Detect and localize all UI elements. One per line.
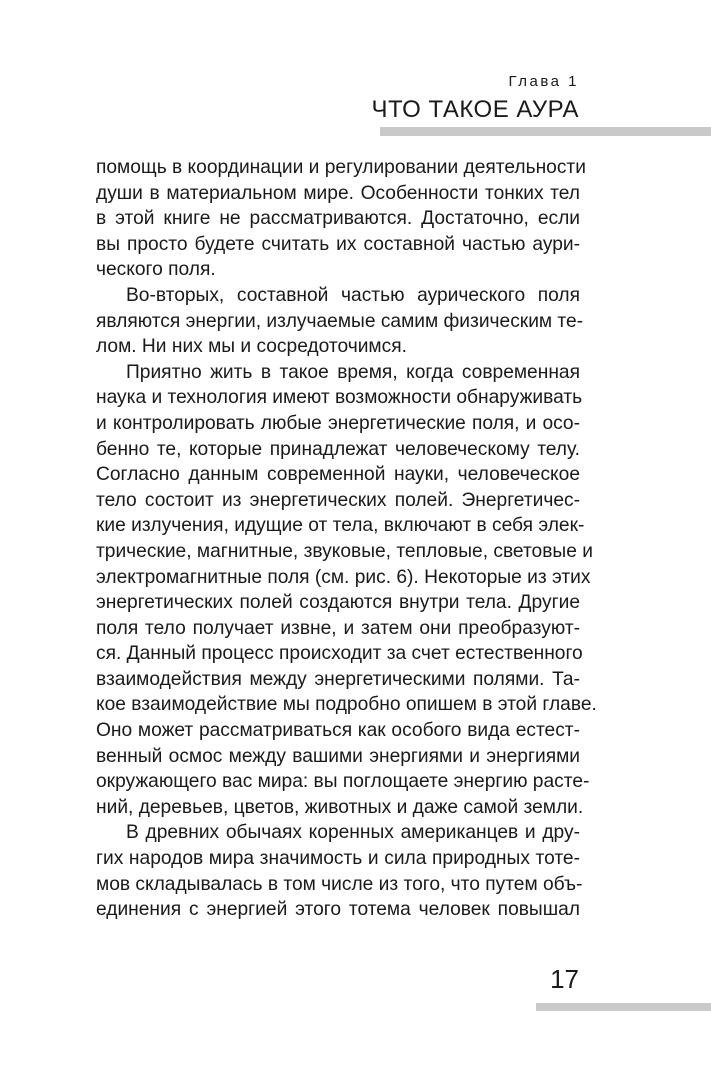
text-line: взаимодействия между энергетическими полями. Та- bbox=[96, 668, 580, 690]
text-line: являются энергии, излучаемые самим физическим те- bbox=[96, 310, 584, 332]
text-line: мов складывалась в том числе из того, что путем объ- bbox=[96, 873, 583, 895]
text-line: ся. Данный процесс происходит за счет естественного bbox=[96, 643, 583, 665]
text-line: и контролировать любые энергетические поля, и осо- bbox=[96, 412, 580, 434]
text-line: В древних обычаях коренных американцев и дру- bbox=[126, 822, 580, 844]
body-text bbox=[96, 155, 597, 923]
text-line: лом. Ни них мы и сосредоточимся. bbox=[96, 336, 407, 358]
text-line: трические, магнитные, звуковые, тепловые, световые и bbox=[96, 540, 593, 562]
text-line: наука и технология имеют возможности обнаруживать bbox=[96, 387, 583, 409]
footer-rule bbox=[536, 1003, 711, 1011]
page-number: 17 bbox=[550, 964, 579, 994]
text-line: энергетических полей создаются внутри тела. Другие bbox=[96, 592, 580, 614]
text-line: вы просто будете считать их составной частью аури- bbox=[96, 233, 580, 255]
text-line: поля тело получает извне, и затем они преобразуют- bbox=[96, 617, 580, 639]
text-line: гих народов мира значимость и сила природных тоте- bbox=[96, 848, 580, 870]
text-line: помощь в координации и регулировании деятельности bbox=[96, 157, 586, 178]
text-line: Во-вторых, составной частью аурического поля bbox=[126, 284, 580, 306]
text-line: единения с энергией этого тотема человек повышал bbox=[96, 899, 580, 921]
text-line: тело состоит из энергетических полей. Энергетичес- bbox=[96, 489, 580, 511]
text-line: электромагнитные поля (см. рис. 6). Некоторые из этих bbox=[96, 566, 591, 588]
text-line: венный осмос между вашими энергиями и энергиями bbox=[96, 745, 580, 767]
text-line: Приятно жить в такое время, когда современная bbox=[126, 361, 580, 383]
text-line: бенно те, которые принадлежат человеческому телу. bbox=[96, 438, 580, 460]
text-line: Оно может рассматриваться как особого вида естест- bbox=[96, 720, 580, 742]
text-line: ческого поля. bbox=[96, 259, 216, 281]
text-line: кое взаимодействие мы подробно опишем в этой главе. bbox=[96, 694, 597, 716]
chapter-title: ЧТО ТАКОЕ АУРА bbox=[371, 96, 579, 123]
text-line: Согласно данным современной науки, человеческое bbox=[96, 464, 580, 486]
text-line: окружающего вас мира: вы поглощаете энергию расте- bbox=[96, 771, 590, 793]
text-line: души в материальном мире. Особенности тонких тел bbox=[96, 182, 580, 204]
text-line: в этой книге не рассматриваются. Достаточно, если bbox=[96, 208, 580, 230]
chapter-label: Глава 1 bbox=[508, 73, 579, 90]
text-line: ний, деревьев, цветов, животных и даже самой земли. bbox=[96, 796, 584, 818]
header-rule bbox=[380, 127, 711, 136]
text-line: кие излучения, идущие от тела, включают в себя элек- bbox=[96, 515, 585, 537]
